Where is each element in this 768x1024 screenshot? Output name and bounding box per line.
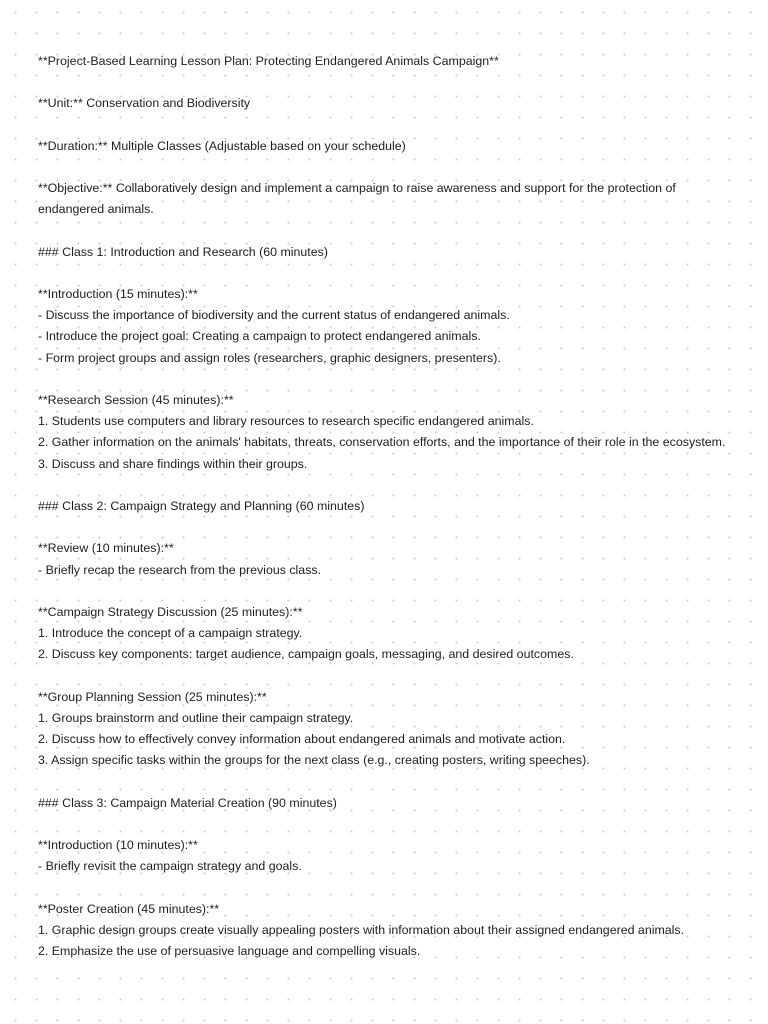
class-1-research-heading: **Research Session (45 minutes):** — [38, 393, 234, 408]
spacer — [38, 369, 738, 390]
spacer — [38, 517, 738, 538]
list-item: 2. Discuss key components: target audience, campaign goals, messaging, and desired outcomes. — [38, 647, 574, 662]
list-item: 2. Discuss how to effectively convey information about endangered animals and motivate action. — [38, 732, 566, 747]
document-title: **Project-Based Learning Lesson Plan: Protecting Endangered Animals Campaign** — [38, 54, 499, 68]
list-item: - Introduce the project goal: Creating a campaign to protect endangered animals. — [38, 329, 481, 344]
spacer — [38, 665, 738, 686]
spacer — [38, 475, 738, 496]
list-item: - Discuss the importance of biodiversity and the current status of endangered animals. — [38, 308, 510, 323]
spacer — [38, 581, 738, 602]
class-3-intro-heading: **Introduction (10 minutes):** — [38, 837, 198, 852]
list-item: - Briefly recap the research from the previous class. — [38, 562, 322, 577]
spacer — [38, 814, 738, 835]
class-2-planning-heading: **Group Planning Session (25 minutes):** — [38, 689, 267, 704]
objective-paragraph: **Objective:** Collaboratively design and implement a campaign to raise awareness and support for the protection of endangered animals. — [38, 181, 676, 217]
spacer — [38, 157, 738, 178]
class-3-poster-heading: **Poster Creation (45 minutes):** — [38, 901, 220, 916]
spacer — [38, 72, 738, 93]
class-2-heading: ### Class 2: Campaign Strategy and Planning (60 minutes) — [38, 498, 365, 513]
class-2-review-heading: **Review (10 minutes):** — [38, 541, 174, 556]
unit-line: **Unit:** Conservation and Biodiversity — [38, 96, 251, 111]
class-2-strategy-heading: **Campaign Strategy Discussion (25 minutes):** — [38, 604, 303, 619]
list-item: 2. Gather information on the animals' habitats, threats, conservation efforts, and the importance of their role in the ecosystem. — [38, 435, 726, 450]
class-1-heading: ### Class 1: Introduction and Research (60 minutes) — [38, 244, 328, 259]
duration-line: **Duration:** Multiple Classes (Adjustable based on your schedule) — [38, 138, 406, 153]
spacer — [38, 263, 738, 284]
list-item: 1. Graphic design groups create visually appealing posters with information about their assigned endangered animals. — [38, 922, 685, 937]
list-item: 1. Groups brainstorm and outline their campaign strategy. — [38, 710, 354, 725]
list-item: 3. Assign specific tasks within the groups for the next class (e.g., creating posters, writing speeches). — [38, 753, 590, 768]
class-3-heading: ### Class 3: Campaign Material Creation (90 minutes) — [38, 795, 337, 810]
list-item: 1. Students use computers and library resources to research specific endangered animals. — [38, 414, 534, 429]
list-item: - Form project groups and assign roles (researchers, graphic designers, presenters). — [38, 350, 501, 365]
list-item: 1. Introduce the concept of a campaign strategy. — [38, 626, 303, 641]
spacer — [38, 771, 738, 792]
spacer — [38, 115, 738, 136]
class-1-intro-heading: **Introduction (15 minutes):** — [38, 287, 198, 302]
list-item: 3. Discuss and share findings within their groups. — [38, 456, 308, 471]
spacer — [38, 221, 738, 242]
lesson-plan-document — [38, 51, 738, 962]
list-item: 2. Emphasize the use of persuasive language and compelling visuals. — [38, 943, 421, 958]
spacer — [38, 877, 738, 898]
list-item: - Briefly revisit the campaign strategy and goals. — [38, 859, 302, 874]
